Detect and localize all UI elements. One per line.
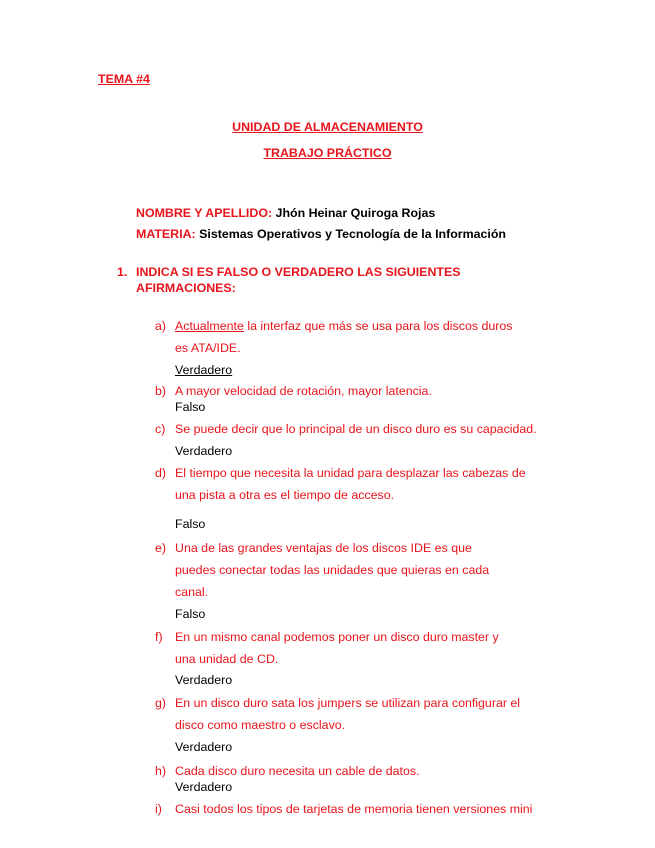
item-f-line2: una unidad de CD.: [175, 652, 279, 666]
section-heading-line2: AFIRMACIONES:: [136, 281, 236, 295]
item-marker: e): [155, 541, 167, 555]
student-name-row: [136, 206, 435, 220]
item-d-line1: El tiempo que necesita la unidad para desplazar las cabezas de: [175, 466, 526, 480]
item-g-answer: Verdadero: [175, 740, 233, 754]
item-marker: f): [155, 630, 163, 644]
document-title: UNIDAD DE ALMACENAMIENTO: [232, 120, 423, 134]
item-marker: d): [155, 466, 167, 480]
item-marker: c): [155, 422, 166, 436]
student-name-value: Jhón Heinar Quiroga Rojas: [275, 206, 436, 220]
item-marker: g): [155, 696, 167, 710]
item-d-line2: una pista a otra es el tiempo de acceso.: [175, 488, 395, 502]
item-marker: a): [155, 319, 167, 333]
item-h-line1: Cada disco duro necesita un cable de datos.: [175, 764, 420, 778]
item-c-answer: Verdadero: [175, 444, 233, 458]
item-b-answer: Falso: [175, 400, 206, 414]
item-text: la interfaz que más se usa para los discos duros: [243, 319, 513, 333]
subject-value: Sistemas Operativos y Tecnología de la Información: [199, 227, 506, 241]
subject-row: [136, 227, 506, 241]
section-number: 1.: [117, 265, 128, 279]
section-heading-line1: INDICA SI ES FALSO O VERDADERO LAS SIGUIENTES: [136, 265, 461, 279]
item-b-line1: A mayor velocidad de rotación, mayor latencia.: [175, 384, 432, 398]
item-h-answer: Verdadero: [175, 780, 233, 794]
underlined-word: Actualmente: [175, 319, 244, 333]
item-a-answer: Verdadero: [175, 363, 233, 377]
item-d-answer: Falso: [175, 517, 206, 531]
item-g-line2: disco como maestro o esclavo.: [175, 718, 346, 732]
item-e-line2: puedes conectar todas las unidades que quieras en cada: [175, 563, 490, 577]
item-f-answer: Verdadero: [175, 673, 233, 687]
item-f-line1: En un mismo canal podemos poner un disco duro master y: [175, 630, 499, 644]
item-marker: i): [155, 802, 162, 816]
document-subtitle: TRABAJO PRÁCTICO: [263, 146, 392, 160]
subject-label: MATERIA:: [136, 227, 196, 241]
student-name-label: NOMBRE Y APELLIDO:: [136, 206, 273, 220]
item-e-line3: canal.: [175, 585, 209, 599]
item-marker: h): [155, 764, 167, 778]
item-a-line2: es ATA/IDE.: [175, 341, 241, 355]
item-e-line1: Una de las grandes ventajas de los discos IDE es que: [175, 541, 472, 555]
item-i-line1: Casi todos los tipos de tarjetas de memoria tienen versiones mini: [175, 802, 533, 816]
item-a-line1: [175, 319, 512, 333]
item-g-line1: En un disco duro sata los jumpers se utilizan para configurar el: [175, 696, 521, 710]
item-marker: b): [155, 384, 167, 398]
item-e-answer: Falso: [175, 607, 206, 621]
topic-number: TEMA #4: [98, 72, 150, 86]
item-c-line1: Se puede decir que lo principal de un disco duro es su capacidad.: [175, 422, 537, 436]
